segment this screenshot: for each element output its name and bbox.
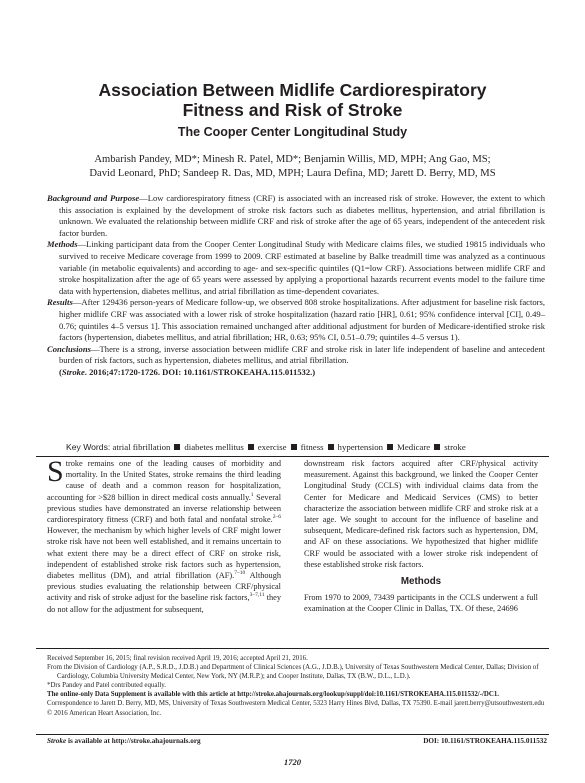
abstract-background — [47, 193, 545, 239]
body-column-left — [47, 455, 282, 615]
keywords-label: Key Words: — [66, 442, 111, 452]
reference-marker: 7–10 — [234, 570, 246, 577]
author-line-1: Ambarish Pandey, MD*; Minesh R. Patel, MD*; Benjamin Willis, MD, MPH; Ang Gao, MS; — [94, 154, 491, 165]
square-bullet-icon — [434, 444, 440, 450]
abstract-background-heading: Background and Purpose — [47, 193, 140, 203]
body-column-right — [304, 458, 538, 615]
reference-marker: 3–7,11 — [249, 592, 265, 599]
intro-text: troke remains one of the leading causes of morbidity and mortality. In the United States, stroke remains the third leading cause of death and a common reason for hospitalization, accounting for >$28 billion in direct medical costs annually. — [47, 459, 281, 502]
article-title-line-1: Association Between Midlife Cardiorespiratory — [98, 80, 487, 100]
footer-doi: DOI: 10.1161/STROKEAHA.115.011532 — [423, 737, 547, 745]
intro-paragraph — [47, 455, 282, 615]
correspondence: Correspondence to Jarett D. Berry, MD, MS, University of Texas Southwestern Medical Center, 5323 Harry Hines Blvd, Dallas, TX 75390. E-mail jarett.berry@utsouthwestern.edu — [47, 700, 545, 708]
intro-text: they do not allow for the adjustment for subsequent, — [47, 593, 282, 614]
keyword-item: diabetes mellitus — [184, 442, 244, 452]
section-divider — [36, 456, 549, 457]
article-subtitle: The Cooper Center Longitudinal Study — [177, 125, 408, 139]
bottom-divider — [36, 734, 549, 735]
abstract-conclusions-heading: Conclusions — [47, 343, 91, 354]
article-title-line-2: Fitness and Risk of Stroke — [182, 100, 403, 120]
footnote-divider — [36, 648, 549, 649]
keyword-item: hypertension — [337, 442, 383, 452]
citation-details: . 2016;47:1720-1726. DOI: 10.1161/STROKEAHA.115.011532.) — [84, 366, 316, 377]
citation-open: ( — [59, 366, 62, 377]
square-bullet-icon — [174, 444, 180, 450]
keyword-item: Medicare — [397, 442, 431, 452]
abstract-conclusions-text: —There is a strong, inverse association between midlife CRF and stroke risk in later life independent of baseline and antecedent burden of risk factors, such as hypertension, diabetes mellitus, and atrial fibrillation. — [59, 343, 545, 366]
square-bullet-icon — [328, 444, 334, 450]
intro-text: Several previous studies have demonstrated an inverse relationship between cardiorespiratory fitness (CRF) and both fatal and nonfatal stroke. — [47, 492, 282, 525]
methods-paragraph: From 1970 to 2009, 73439 participants in the CCLS underwent a full examination at the Cooper Clinic in Dallas, TX. Of these, 24696 — [304, 593, 538, 614]
affiliations: From the Division of Cardiology (A.P., S.R.D., J.D.B.) and Department of Clinical Sciences (A.G., J.D.B.), University of Texas Southwestern Medical Center, Dallas; Division of Cardiology, Columbia University Medical Center, New York, NY (M.R.P.); and Cooper Institute, Dallas, TX (B.W., D.L., L.D.). — [47, 664, 539, 681]
keyword-item: exercise — [257, 442, 287, 452]
reference-marker: 2–6 — [272, 514, 281, 521]
intro-text: However, the mechanism by which higher levels of CRF might lower stroke risk have not been well established, and it remains uncertain to what extent there may be a direct effect of CRF on stroke risk, independent of established stroke risk factors such as hypertension, diabetes mellitus (DM), and atrial fibrillation (AF). — [47, 526, 281, 581]
abstract-methods-heading: Methods — [47, 239, 78, 250]
footnotes — [47, 654, 547, 718]
abstract — [47, 193, 545, 379]
copyright: © 2016 American Heart Association, Inc. — [47, 709, 162, 717]
abstract-results — [47, 297, 545, 343]
availability-journal: Stroke — [47, 737, 67, 745]
abstract-background-text: —Low cardiorespiratory fitness (CRF) is associated with an increased risk of stroke. However, the extent to which this association is explained by the development of stroke risk factors such as diabetes mellitus, hypertension, and atrial fibrillation is unknown. We evaluated the relationship between midlife CRF and risk of stroke after the age of 65 years, independent of the antecedent risk factor burden. — [59, 193, 546, 238]
abstract-methods — [47, 239, 545, 297]
page-number: 1720 — [283, 757, 302, 767]
citation — [59, 367, 315, 377]
received-dates: Received September 16, 2015; final revision received April 19, 2016; accepted April 21, 2016. — [47, 655, 308, 662]
keyword-item: stroke — [444, 442, 466, 452]
square-bullet-icon — [248, 444, 254, 450]
drop-cap: S — [47, 455, 64, 488]
methods-heading: Methods — [400, 576, 442, 588]
intro-text: Although previous studies evaluating the relationship between CRF/physical activity and risk of stroke adjust for the baseline risk factors, — [47, 571, 282, 603]
square-bullet-icon — [291, 444, 297, 450]
journal-footer — [47, 737, 547, 745]
author-list — [40, 153, 545, 181]
abstract-results-text: —After 129436 person-years of Medicare follow-up, we observed 808 stroke hospitalizations. After adjustment for baseline risk factors, higher midlife CRF was associated with a lower risk of stroke hospitalization (hazard ratio [HR], 0.61; 95% confidence interval [CI], 0.49–0.76; quintiles 4–5 versus 1]. This association remained unchanged after additional adjustment for burden of Medicare-identified stroke risk factors (hypertension, diabetes mellitus, and atrial fibrillation; HR, 0.63; 95% CI, 0.51–0.79; quintiles 4–5 versus 1). — [59, 297, 545, 343]
equal-contribution-note: *Drs Pandey and Patel contributed equally. — [47, 682, 166, 690]
keyword-item: atrial fibrillation — [112, 442, 171, 452]
keyword-item: fitness — [300, 442, 324, 452]
article-title — [0, 80, 585, 120]
intro-continuation: downstream risk factors acquired after CRF/physical activity measurement. Against this background, we linked the Cooper Center Longitudinal Study (CCLS) with individual claims data from the Center for Medicare and Medicaid Services (CMS) to better characterize the association between midlife CRF and stroke risk at a later age. We sought to account for the influence of baseline and subsequent, Medicare-defined risk factors such as hypertension, DM, and AF on these associations. We hypothesized that higher midlife CRF would be associated with a lower stroke risk independent of these established stroke risk factors. — [304, 459, 538, 569]
availability-url: is available at http://stroke.ahajournals.org — [66, 737, 201, 745]
reference-marker: 1 — [250, 491, 254, 498]
abstract-results-heading: Results — [47, 297, 73, 308]
abstract-conclusions — [47, 344, 545, 379]
availability-note — [47, 737, 201, 745]
data-supplement-note: The online-only Data Supplement is available with this article at http://stroke.ahajournals.org/lookup/suppl/doi:10.1161/STROKEAHA.115.011532/-/DC1. — [47, 691, 500, 699]
citation-journal: Stroke — [61, 366, 85, 377]
keywords — [66, 441, 546, 453]
author-line-2: David Leonard, PhD; Sandeep R. Das, MD, MPH; Laura Defina, MD; Jarett D. Berry, MD, MS — [89, 168, 496, 179]
abstract-methods-text: —Linking participant data from the Cooper Center Longitudinal Study with Medicare claims files, we studied 19815 individuals who survived to receive Medicare coverage from 1999 to 2009. CRF estimated at baseline by Balke treadmill time was analyzed as a continuous variable (in metabolic equivalents) and according to age- and sex-specific quintiles (Q1=low CRF). Associations between midlife CRF and stroke hospitalization after the age of 65 years were assessed by applying a proportional hazards recurrent events model to the failure time data with hypertension, diabetes mellitus, and atrial fibrillation as time-dependent covariates. — [59, 239, 545, 296]
square-bullet-icon — [387, 444, 393, 450]
